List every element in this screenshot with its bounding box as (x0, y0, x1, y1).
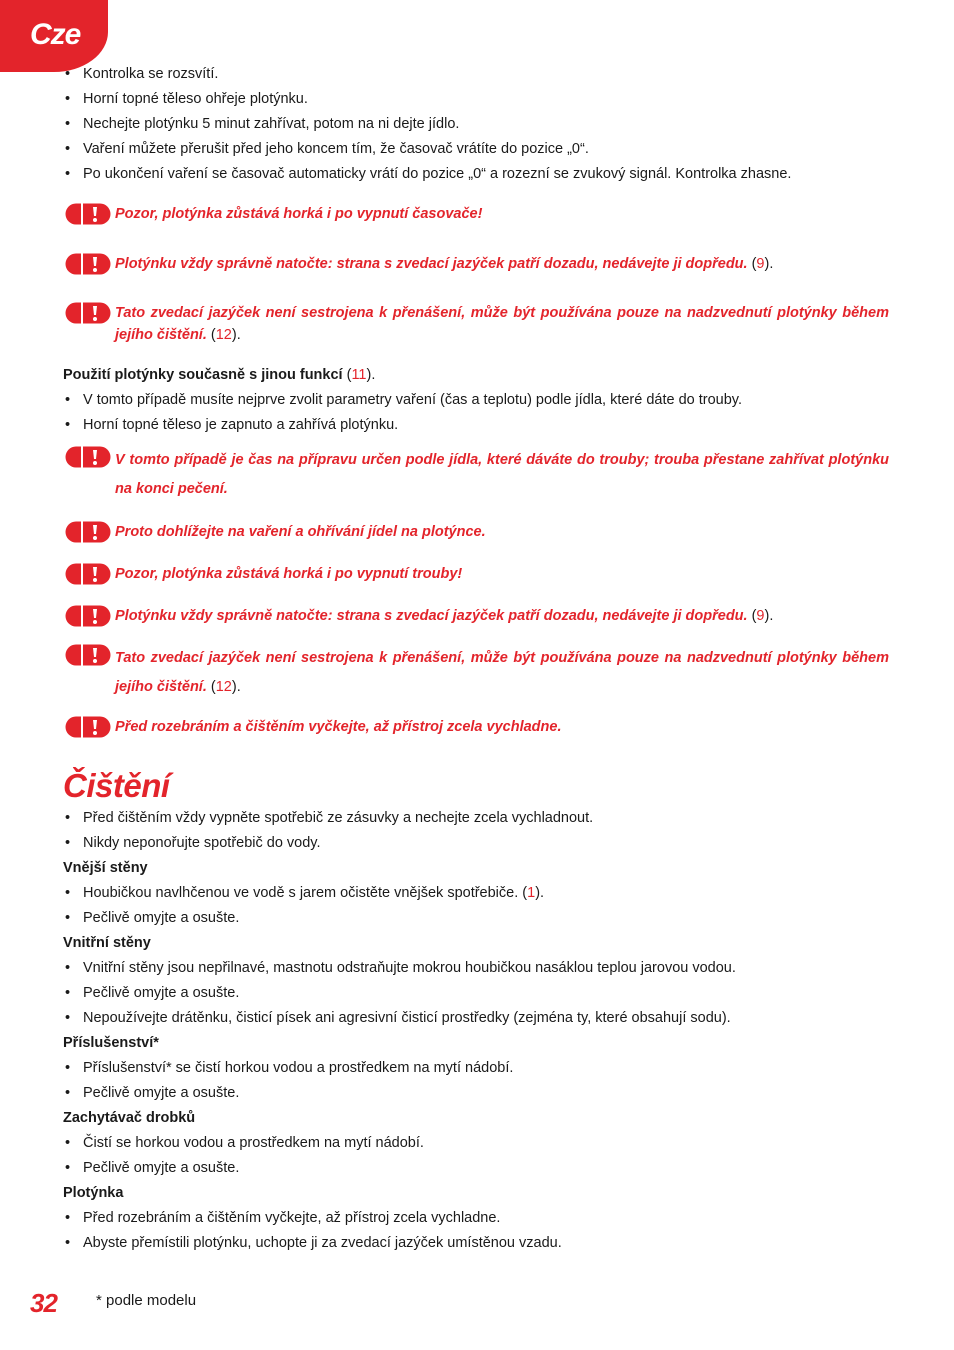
warning-icon (65, 605, 111, 627)
list-item: • Horní topné těleso je zapnuto a zahřívá plotýnku. (63, 413, 889, 438)
list-item: • Nechejte plotýnku 5 minut zahřívat, potom na ni dejte jídlo. (63, 112, 889, 137)
figure-reference: (11). (342, 367, 376, 383)
list-item: • Nikdy neponořujte spotřebič do vody. (63, 831, 889, 856)
section-heading: Použití plotýnky současně s jinou funkcí (11). (63, 367, 376, 383)
warning-note (63, 203, 889, 225)
list-item: • Vaření můžete přerušit před jeho koncem tím, že časovač vrátíte do pozice „0“. (63, 137, 889, 162)
list-item: • Pečlivě omyjte a osušte. (63, 1156, 889, 1181)
figure-reference: (9). (747, 256, 774, 272)
warning-note (63, 521, 889, 543)
bullet-list-accessories (63, 1056, 889, 1106)
figure-number: 9 (756, 608, 765, 624)
bullet-list-combined (63, 388, 889, 438)
bullet-list-cleaning (63, 806, 889, 856)
list-item: • Před čištěním vždy vypněte spotřebič ze zásuvky a nechejte zcela vychladnout. (63, 806, 889, 831)
bullet-list-operation (63, 62, 889, 187)
bullet-list-outer (63, 881, 889, 931)
warning-note (63, 563, 889, 585)
warning-icon (65, 716, 111, 738)
list-item: • Příslušenství* se čistí horkou vodou a prostředkem na mytí nádobí. (63, 1056, 889, 1081)
figure-number: 11 (351, 367, 367, 383)
page-number: 32 (30, 1288, 57, 1318)
warning-text: Plotýnku vždy správně natočte: strana s zvedací jazýček patří dozadu, nedávejte ji dopředu. (115, 256, 748, 272)
list-item: • Pečlivě omyjte a osušte. (63, 1081, 889, 1106)
figure-number: 9 (756, 256, 765, 272)
list-item: • Nepoužívejte drátěnku, čisticí písek ani agresivní čisticí prostředky (zejména ty, které obsahují sodu). (63, 1006, 889, 1031)
list-item: • Čistí se horkou vodou a prostředkem na mytí nádobí. (63, 1131, 889, 1156)
warning-text: Tato zvedací jazýček není sestrojena k přenášení, může být používána pouze na nadzvednutí plotýnky během jejího čištění. (115, 650, 889, 695)
warning-note (63, 716, 889, 738)
warning-note (63, 253, 889, 275)
warning-text: V tomto případě je čas na přípravu určen podle jídla, které dáváte do trouby; trouba přestane zahřívat plotýnku na konci pečení. (115, 452, 889, 497)
bullet-list-plate (63, 1206, 889, 1256)
warning-text: Tato zvedací jazýček není sestrojena k přenášení, může být používána pouze na nadzvednutí plotýnky během jejího čištění. (115, 305, 889, 343)
list-item: • Houbičkou navlhčenou ve vodě s jarem očistěte vnějšek spotřebiče. (1). (63, 881, 889, 906)
warning-icon (65, 203, 111, 225)
list-item: • Po ukončení vaření se časovač automaticky vrátí do pozice „0“ a rozezní se zvukový signál. Kontrolka zhasne. (63, 162, 889, 187)
warning-icon (65, 563, 111, 585)
list-item: • Horní topné těleso ohřeje plotýnku. (63, 87, 889, 112)
warning-icon (65, 446, 111, 468)
cleaning-heading: Čištění (63, 767, 170, 804)
list-item: • Vnitřní stěny jsou nepřilnavé, mastnotu odstraňujte mokrou houbičkou nasáklou teplou jarovou vodou. (63, 956, 889, 981)
warning-note (63, 644, 889, 702)
warning-icon (65, 302, 111, 324)
accessories-heading: Příslušenství* (63, 1035, 159, 1051)
warning-text: Pozor, plotýnka zůstává horká i po vypnutí časovače! (115, 206, 483, 222)
list-item: • Pečlivě omyjte a osušte. (63, 981, 889, 1006)
bullet-list-inner (63, 956, 889, 1031)
warning-note (63, 302, 889, 346)
list-item: • Před rozebráním a čištěním vyčkejte, až přístroj zcela vychladne. (63, 1206, 889, 1231)
warning-note (63, 446, 889, 504)
warning-text: Proto dohlížejte na vaření a ohřívání jídel na plotýnce. (115, 524, 486, 540)
list-item: • V tomto případě musíte nejprve zvolit parametry vaření (čas a teplotu) podle jídla, které dáte do trouby. (63, 388, 889, 413)
warning-text: Před rozebráním a čištěním vyčkejte, až přístroj zcela vychladne. (115, 719, 562, 735)
page-content (63, 62, 889, 1256)
plate-heading: Plotýnka (63, 1185, 124, 1201)
list-item: • Pečlivě omyjte a osušte. (63, 906, 889, 931)
list-item: • Abyste přemístili plotýnku, uchopte ji za zvedací jazýček umístěnou vzadu. (63, 1231, 889, 1256)
list-item: • Kontrolka se rozsvítí. (63, 62, 889, 87)
footnote: * podle modelu (96, 1292, 197, 1309)
warning-text: Plotýnku vždy správně natočte: strana s zvedací jazýček patří dozadu, nedávejte ji dopředu. (115, 608, 748, 624)
warning-text: Pozor, plotýnka zůstává horká i po vypnutí trouby! (115, 566, 463, 582)
figure-number: 12 (215, 679, 232, 695)
figure-number: 12 (215, 327, 232, 343)
language-label: Cze (30, 18, 81, 51)
warning-icon (65, 521, 111, 543)
figure-reference: (12). (206, 327, 241, 343)
warning-icon (65, 644, 111, 666)
outer-walls-heading: Vnější stěny (63, 860, 148, 876)
figure-reference: (9). (747, 608, 774, 624)
figure-number: 1 (527, 885, 536, 901)
warning-note (63, 605, 889, 627)
inner-walls-heading: Vnitřní stěny (63, 935, 151, 951)
bullet-list-crumb (63, 1131, 889, 1181)
crumb-tray-heading: Zachytávač drobků (63, 1110, 196, 1126)
figure-reference: (12). (206, 679, 241, 695)
warning-icon (65, 253, 111, 275)
